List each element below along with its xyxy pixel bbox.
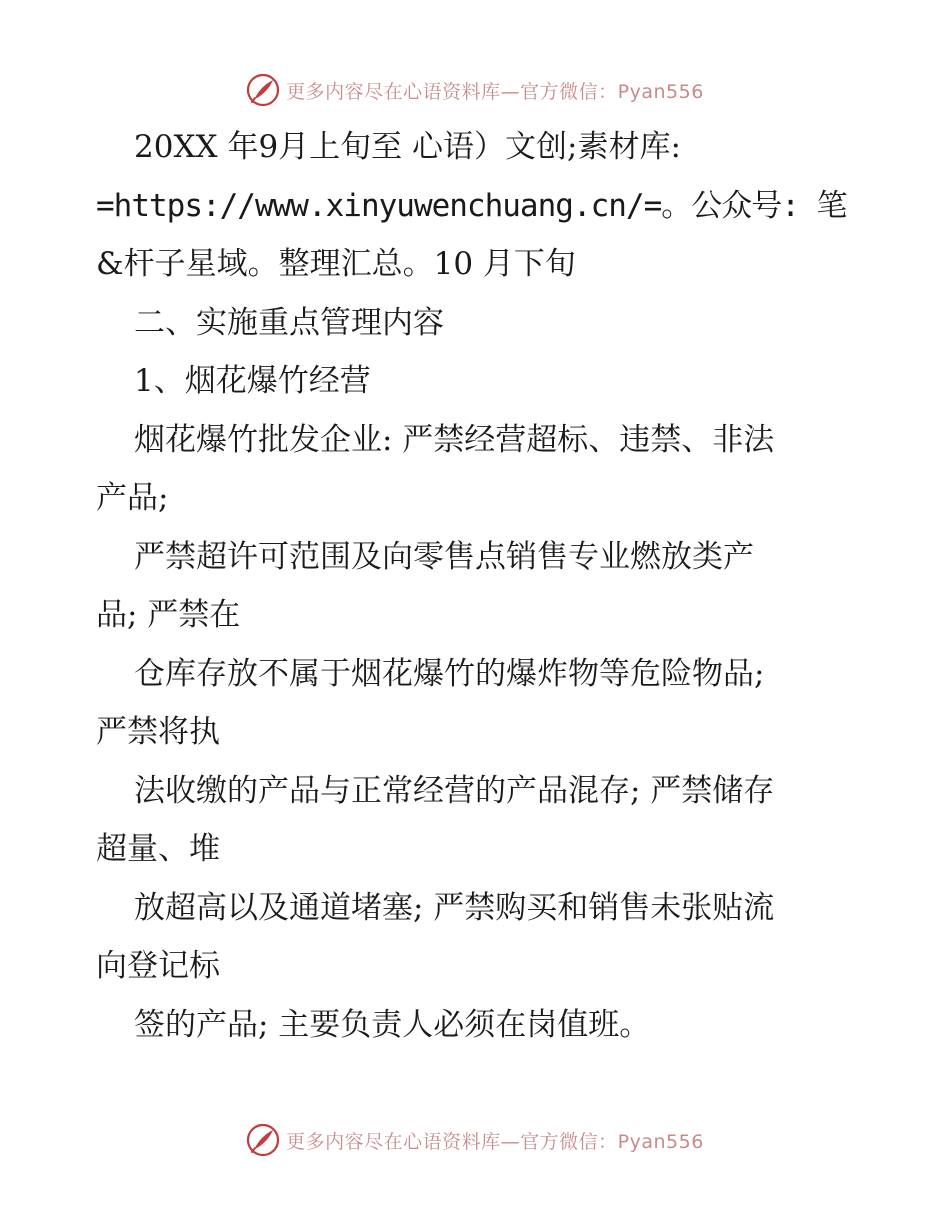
- text-line: =https://www.xinyuwenchuang.cn/=。公众号: 笔: [96, 187, 847, 224]
- text-line: 20XX 年9月上旬至 心语）文创;素材库:: [134, 129, 681, 165]
- text-line: 严禁将执: [96, 714, 220, 750]
- text-line: 放超高以及通道堵塞; 严禁购买和销售未张贴流: [134, 889, 775, 926]
- text-line: &杆子星域。整理汇总。10 月下旬: [96, 246, 576, 282]
- text-line: 签的产品; 主要负责人必须在岗值班。: [134, 1006, 651, 1043]
- text-line: 向登记标: [96, 948, 220, 984]
- text-line: 品; 严禁在: [96, 597, 241, 633]
- text-line: 烟花爆竹批发企业: 严禁经营超标、违禁、非法: [134, 421, 775, 458]
- quill-logo-icon: [246, 73, 280, 107]
- section-heading: 二、实施重点管理内容: [134, 304, 444, 341]
- watermark-text: 更多内容尽在心语资料库—官方微信：Pyan556: [286, 80, 704, 103]
- text-line: 严禁超许可范围及向零售点销售专业燃放类产: [134, 538, 754, 575]
- footer-watermark: [0, 1120, 950, 1160]
- subsection-heading: 1、烟花爆竹经营: [134, 363, 371, 399]
- text-line: 产品;: [96, 480, 169, 516]
- text-line: 超量、堆: [96, 831, 220, 867]
- text-line: 仓库存放不属于烟花爆竹的爆炸物等危险物品;: [134, 655, 765, 692]
- watermark-text: 更多内容尽在心语资料库—官方微信：Pyan556: [286, 1130, 704, 1153]
- quill-logo-icon: [246, 1123, 280, 1157]
- text-line: 法收缴的产品与正常经营的产品混存; 严禁储存: [134, 772, 775, 809]
- document-body: [96, 118, 856, 1054]
- header-watermark: [0, 70, 950, 110]
